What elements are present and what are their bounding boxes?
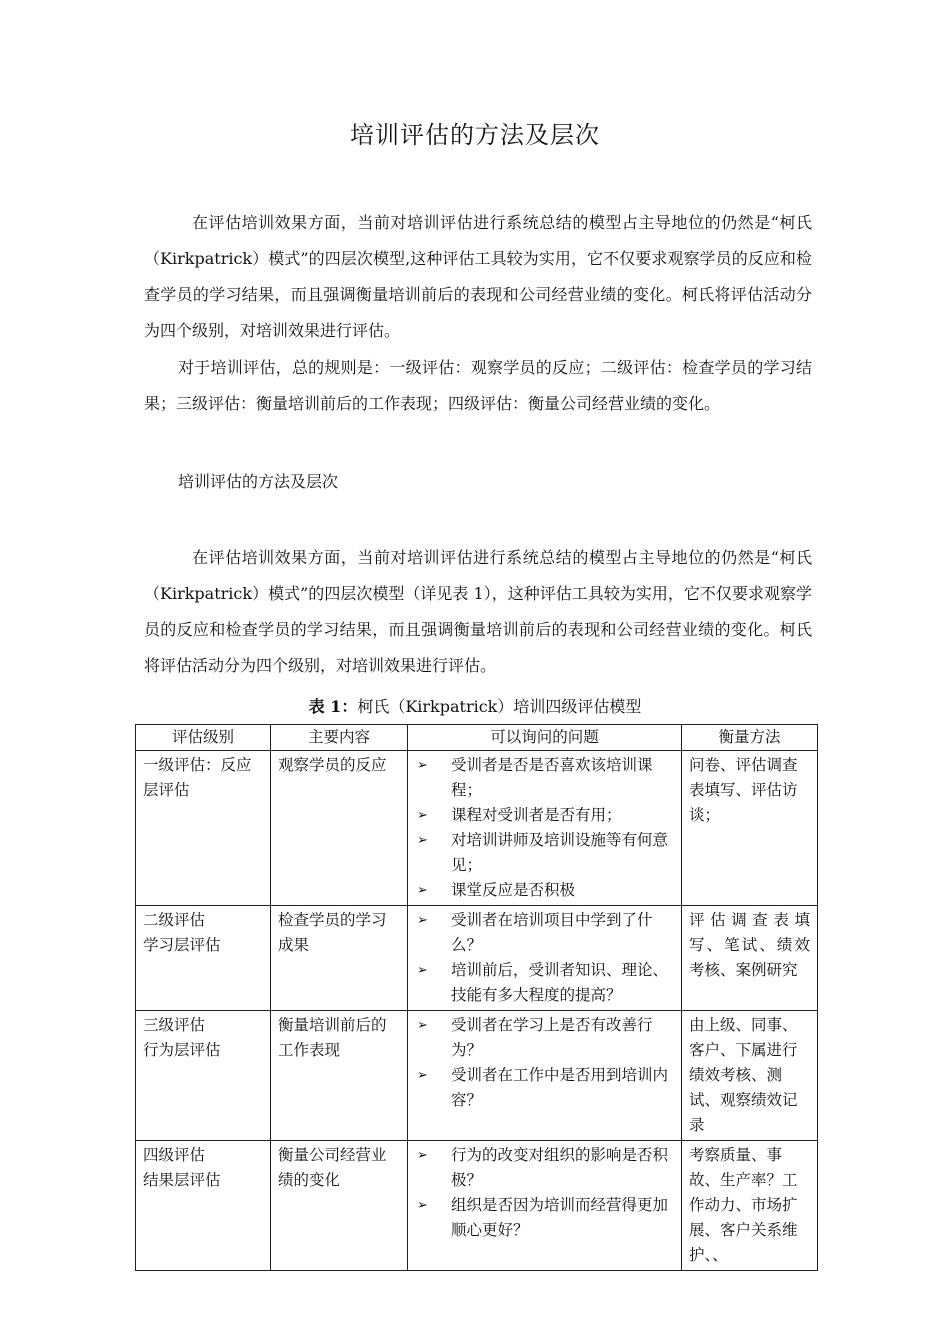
level-subtext: 行为层评估 (143, 1041, 221, 1059)
cell-level (136, 751, 271, 906)
table-caption (0, 694, 950, 717)
document-title: 培训评估的方法及层次 (350, 121, 600, 149)
cell-method: 由上级、同事、客户、下属进行绩效考核、测试、观察绩效记录 (682, 1011, 818, 1141)
level-text: 四级评估 (143, 1146, 206, 1164)
cell-content: 衡量公司经营业绩的变化 (271, 1141, 408, 1271)
arrow-bullet-icon: ➢ (417, 1148, 428, 1163)
cell-questions (408, 906, 682, 1011)
evaluation-model-table (135, 724, 818, 1271)
cell-level (136, 1141, 271, 1271)
arrow-bullet-icon: ➢ (417, 1198, 428, 1213)
cell-content: 观察学员的反应 (271, 751, 408, 906)
arrow-bullet-icon: ➢ (417, 758, 428, 773)
header-questions: 可以询问的问题 (408, 725, 682, 751)
cell-method: 评估调查表填写、笔试、绩效考核、案例研究 (682, 906, 818, 1011)
cell-level (136, 906, 271, 1011)
level-text: 二级评估 (143, 911, 206, 929)
intro-paragraph-2: 对于培训评估，总的规则是：一级评估：观察学员的反应；二级评估：检查学员的学习结果；三级评估：衡量培训前后的工作表现；四级评估：衡量公司经营业绩的变化。 (144, 358, 812, 413)
header-content: 主要内容 (271, 725, 408, 751)
arrow-bullet-icon: ➢ (417, 1068, 428, 1083)
arrow-bullet-icon: ➢ (417, 833, 428, 848)
level-subtext: 学习层评估 (143, 936, 221, 954)
cell-method: 考察质量、事故、生产率？工作动力、市场扩展、客户关系维护、、 (682, 1141, 818, 1271)
cell-questions (408, 751, 682, 906)
question-item: ➢ 课程对受训者是否有用； (415, 803, 674, 828)
cell-level (136, 1011, 271, 1141)
arrow-bullet-icon: ➢ (417, 883, 428, 898)
arrow-bullet-icon: ➢ (417, 1018, 428, 1033)
intro-paragraph-1: 在评估培训效果方面，当前对培训评估进行系统总结的模型占主导地位的仍然是“柯氏（Kirkpatrick）模式”的四层次模型,这种评估工具较为实用，它不仅要求观察学员的反应和检查学员的学习结果，而且强调衡量培训前后的表现和公司经营业绩的变化。柯氏将评估活动分为四个级别，对培训效果进行评估。 (144, 213, 812, 340)
cell-content: 衡量培训前后的工作表现 (271, 1011, 408, 1141)
question-item: ➢ 受训者在工作中是否用到培训内容？ (415, 1063, 674, 1113)
cell-content: 检查学员的学习成果 (271, 906, 408, 1011)
section-subtitle: 培训评估的方法及层次 (178, 472, 339, 491)
level-text: 三级评估 (143, 1016, 206, 1034)
cell-method: 问卷、评估调查表填写、评估访谈； (682, 751, 818, 906)
level-text: 一级评估：反应层评估 (143, 756, 252, 799)
table-header-row (136, 725, 818, 751)
question-item: ➢ 受训者在学习上是否有改善行为？ (415, 1013, 674, 1063)
cell-questions (408, 1011, 682, 1141)
question-item: ➢ 对培训讲师及培训设施等有何意见； (415, 828, 674, 878)
question-item: ➢ 组织是否因为培训而经营得更加顺心更好？ (415, 1193, 674, 1243)
question-item: ➢ 培训前后，受训者知识、理论、技能有多大程度的提高？ (415, 958, 674, 1008)
caption-text: 柯氏（Kirkpatrick）培训四级评估模型 (357, 697, 642, 716)
question-item: ➢ 受训者在培训项目中学到了什么？ (415, 908, 674, 958)
table-row (136, 751, 818, 906)
cell-questions (408, 1141, 682, 1271)
arrow-bullet-icon: ➢ (417, 963, 428, 978)
level-subtext: 结果层评估 (143, 1171, 221, 1189)
header-level: 评估级别 (136, 725, 271, 751)
table-row (136, 906, 818, 1011)
header-method: 衡量方法 (682, 725, 818, 751)
arrow-bullet-icon: ➢ (417, 913, 428, 928)
table-row (136, 1011, 818, 1141)
table-row (136, 1141, 818, 1271)
question-item: ➢ 受训者是否是否喜欢该培训课程； (415, 753, 674, 803)
arrow-bullet-icon: ➢ (417, 808, 428, 823)
question-item: ➢ 课堂反应是否积极 (415, 878, 674, 903)
caption-label: 表 1： (308, 697, 358, 716)
intro-paragraph-3: 在评估培训效果方面，当前对培训评估进行系统总结的模型占主导地位的仍然是“柯氏（Kirkpatrick）模式”的四层次模型（详见表 1），这种评估工具较为实用，它不仅要求观察学员的反应和检查学员的学习结果，而且强调衡量培训前后的表现和公司经营业绩的变化。柯氏将评估活动分为四个级别，对培训效果进行评估。 (144, 548, 812, 675)
question-item: ➢ 行为的改变对组织的影响是否积极？ (415, 1143, 674, 1193)
